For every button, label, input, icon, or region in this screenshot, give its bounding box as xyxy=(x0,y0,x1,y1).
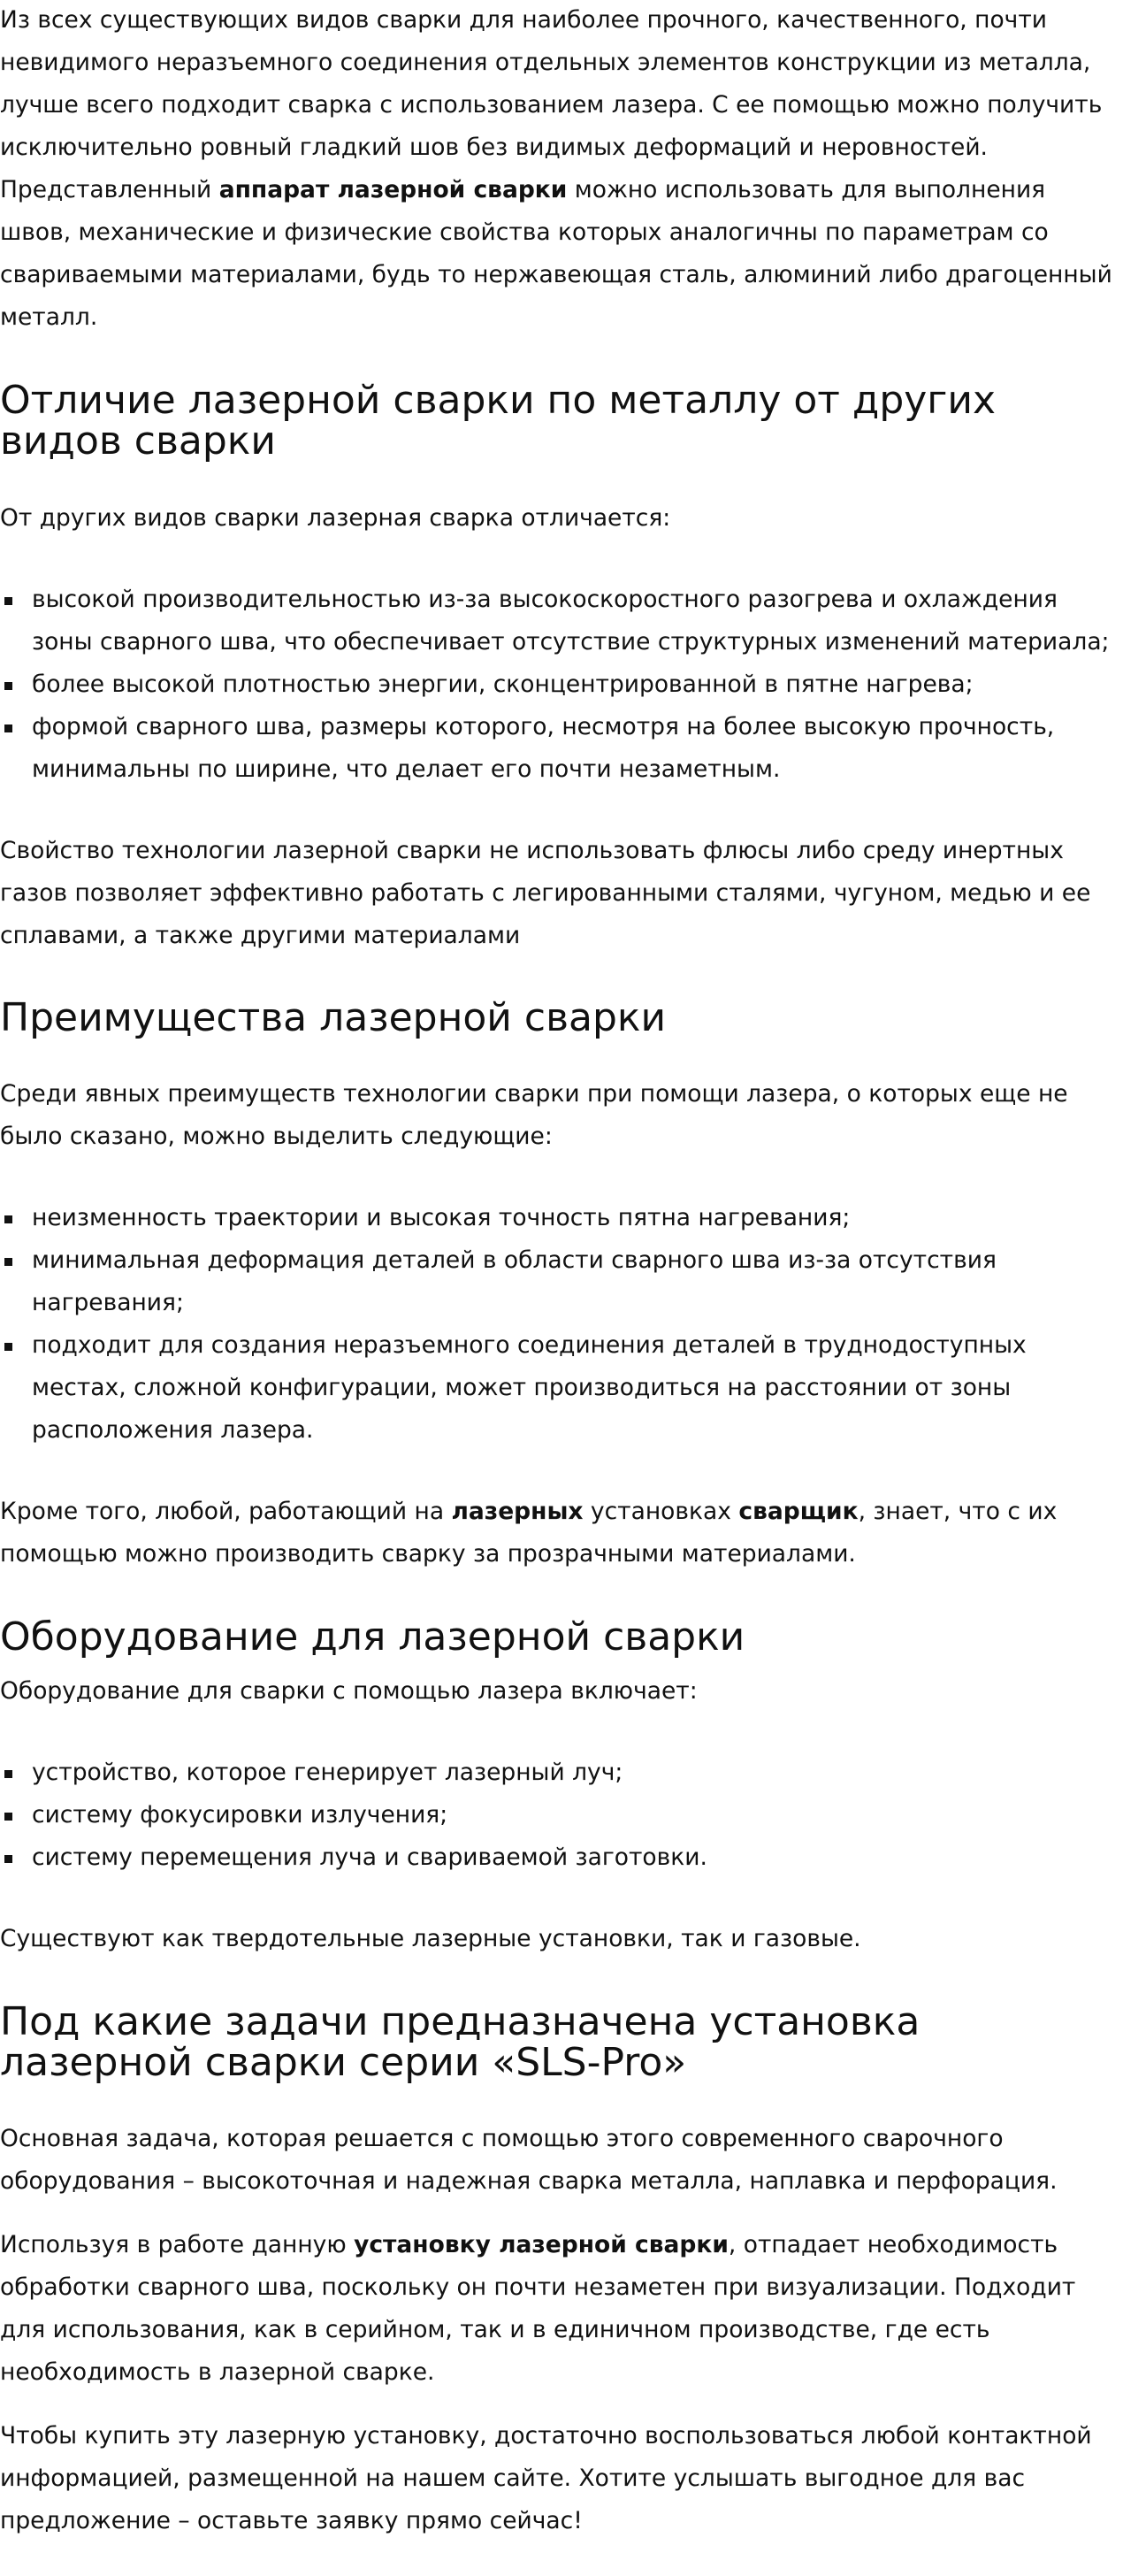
bullet-icon xyxy=(4,724,12,732)
bullet-icon xyxy=(4,1215,12,1223)
list-item-text: устройство, которое генерирует лазерный луч; xyxy=(32,1759,623,1786)
section1-list xyxy=(0,579,1123,791)
section2-after-text-2: установках xyxy=(583,1498,739,1525)
section2-bold-welder: сварщик xyxy=(738,1498,859,1525)
section2-after-text-3: , знает, что с их помощью можно производить сварку за прозрачными материалами. xyxy=(0,1498,1058,1568)
section3-list xyxy=(0,1752,1123,1879)
section4-bold-keyword: установку лазерной сварки xyxy=(354,2231,729,2258)
list-item xyxy=(32,1324,1123,1452)
list-item-text: подходит для создания неразъемного соединения деталей в труднодоступных местах, сложной конфигурации, может производиться на расстоянии от зоны расположения лазера. xyxy=(32,1331,1027,1444)
bullet-icon xyxy=(4,597,12,605)
section1-lead: От других видов сварки лазерная сварка отличается: xyxy=(0,504,671,532)
list-item-text: систему фокусировки излучения; xyxy=(32,1801,448,1828)
list-item-text: формой сварного шва, размеры которого, несмотря на более высокую прочность, минимальны по ширине, что делает его почти незаметным. xyxy=(32,713,1055,783)
section2-bold-lasers: лазерных xyxy=(451,1498,584,1525)
section3-lead: Оборудование для сварки с помощью лазера включает: xyxy=(0,1677,698,1705)
section4-paragraph-2 xyxy=(0,2224,1123,2394)
list-item-text: систему перемещения луча и свариваемой заготовки. xyxy=(32,1844,707,1871)
section4-p2-text-1: Используя в работе данную xyxy=(0,2231,355,2258)
bullet-icon xyxy=(4,1813,12,1821)
intro-text-2: можно использовать для выполнения швов, механические и физические свойства которых аналогичны по параметрам со свариваемыми материалами, будь то нержавеющая сталь, алюминий либо драгоценный металл. xyxy=(0,176,1112,331)
section4-paragraph-1: Основная задача, которая решается с помощью этого современного сварочного оборудования – высокоточная и надежная сварка металла, наплавка и перфорация. xyxy=(0,2125,1058,2195)
bullet-icon xyxy=(4,1258,12,1266)
list-item-text: минимальная деформация деталей в области сварного шва из-за отсутствия нагревания; xyxy=(32,1246,997,1316)
list-item-text: неизменность траектории и высокая точность пятна нагревания; xyxy=(32,1204,851,1231)
intro-text-1: Из всех существующих видов сварки для наиболее прочного, качественного, почти невидимого неразъемного соединения отдельных элементов конструкции из металла, лучше всего подходит сварка с использованием лазера. С ее помощью можно получить исключительно ровный гладкий шов без видимых деформаций и неровностей. Представленный xyxy=(0,6,1103,203)
bullet-icon xyxy=(4,682,12,690)
list-item xyxy=(32,1239,1123,1324)
section1-heading: Отличие лазерной сварки по металлу от других видов сварки xyxy=(0,378,997,464)
list-item xyxy=(32,1197,1123,1239)
section2-after xyxy=(0,1491,1123,1576)
section2-lead: Среди явных преимуществ технологии сварки при помощи лазера, о которых еще не было сказано, можно выделить следующие: xyxy=(0,1080,1068,1150)
bullet-icon xyxy=(4,1855,12,1863)
section3-after: Существуют как твердотельные лазерные установки, так и газовые. xyxy=(0,1925,861,1952)
intro-paragraph xyxy=(0,0,1123,339)
intro-bold-keyword: аппарат лазерной сварки xyxy=(218,176,568,203)
list-item xyxy=(32,1752,1123,1794)
list-item xyxy=(32,1836,1123,1879)
list-item xyxy=(32,706,1123,791)
section2-after-text-1: Кроме того, любой, работающий на xyxy=(0,1498,452,1525)
list-item-text: более высокой плотностью энергии, сконцентрированной в пятне нагрева; xyxy=(32,671,974,698)
list-item xyxy=(32,579,1123,663)
section3-heading: Оборудование для лазерной сварки xyxy=(0,1614,745,1660)
section2-list xyxy=(0,1197,1123,1452)
section4-p2-text-2: , отпадает необходимость обработки сварного шва, поскольку он почти незаметен при визуализации. Подходит для использования, как в серийном, так и в единичном производстве, где есть необходимость в лазерной сварке. xyxy=(0,2231,1076,2386)
bullet-icon xyxy=(4,1770,12,1778)
list-item-text: высокой производительностью из-за высокоскоростного разогрева и охлаждения зоны сварного шва, что обеспечивает отсутствие структурных изменений материала; xyxy=(32,586,1110,656)
section1-after: Свойство технологии лазерной сварки не использовать флюсы либо среду инертных газов позволяет эффективно работать с легированными сталями, чугуном, медью и ее сплавами, а также другими материалами xyxy=(0,837,1091,949)
list-item xyxy=(32,663,1123,706)
section4-heading: Под какие задачи предназначена установка лазерной сварки серии «SLS-Pro» xyxy=(0,1999,921,2085)
section4-paragraph-3: Чтобы купить эту лазерную установку, достаточно воспользоваться любой контактной информацией, размещенной на нашем сайте. Хотите услышать выгодное для вас предложение – оставьте заявку прямо сейчас! xyxy=(0,2422,1092,2534)
bullet-icon xyxy=(4,1343,12,1351)
section2-heading: Преимущества лазерной сварки xyxy=(0,995,667,1040)
list-item xyxy=(32,1794,1123,1836)
